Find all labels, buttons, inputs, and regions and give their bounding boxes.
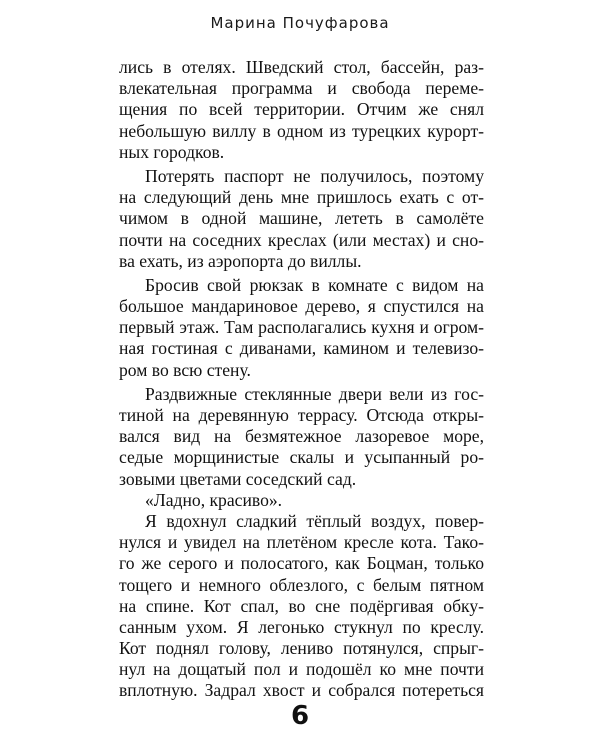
text-line: нул на дощатый пол и подошёл ко мне почти <box>119 659 484 680</box>
text-line: тиной на деревянную террасу. Отсюда откры- <box>119 405 484 425</box>
text-line: «Ладно, красиво». <box>145 489 283 510</box>
text-line: почти на соседних креслах (или местах) и сно- <box>119 229 484 250</box>
page-number: 6 <box>290 701 310 731</box>
text-line: тощего и немного облезлого, с белым пятном <box>119 574 484 595</box>
text-line: ная гостиная с диванами, камином и телевизо- <box>119 338 484 359</box>
text-line: щения по всей территории. Отчим же снял <box>119 99 484 120</box>
text-line: ных городков. <box>119 141 225 162</box>
text-line: на спине. Кот спал, во сне подёргивая обку- <box>119 595 484 616</box>
text-line: первый этаж. Там располагались кухня и огром- <box>119 317 484 338</box>
text-line: Потерять паспорт не получилось, поэтому <box>145 165 484 186</box>
text-line: лись в отелях. Шведский стол, бассейн, раз- <box>119 57 484 77</box>
text-line: санным ухом. Я легонько стукнул по креслу. <box>119 616 484 637</box>
text-line: вался вид на безмятежное лазоревое море, <box>119 426 484 447</box>
text-line: Раздвижные стеклянные двери вели из гос- <box>145 383 484 404</box>
text-line: ром во всю стену. <box>119 359 251 380</box>
text-line: зовыми цветами соседский сад. <box>119 468 357 489</box>
text-line: нулся и увидел на плетёном кресле кота. Тако- <box>119 532 484 553</box>
text-line: небольшую виллу в одном из турецких курорт- <box>119 120 484 141</box>
text-line: большое мандариновое дерево, я спустился на <box>119 296 484 317</box>
text-line: влекательная программа и свобода переме- <box>119 78 484 99</box>
text-line: на следующий день мне пришлось ехать с от- <box>119 187 484 208</box>
body-text <box>119 57 484 702</box>
text-line: ва ехать, из аэропорта до виллы. <box>119 250 362 271</box>
running-head-author: Марина Почуфарова <box>210 14 390 32</box>
text-line: седые морщинистые скалы и усыпанный ро- <box>119 447 484 468</box>
text-line: Бросив свой рюкзак в комнате с видом на <box>145 274 484 295</box>
text-line: Кот поднял голову, лениво потянулся, спрыг- <box>119 638 484 659</box>
text-line: вплотную. Задрал хвост и собрался потереться <box>119 680 484 701</box>
text-line: Я вдохнул сладкий тёплый воздух, повер- <box>145 510 484 531</box>
text-line: го же серого и полосатого, как Боцман, только <box>119 553 484 574</box>
text-line: чимом в одной машине, лететь в самолёте <box>119 208 484 229</box>
